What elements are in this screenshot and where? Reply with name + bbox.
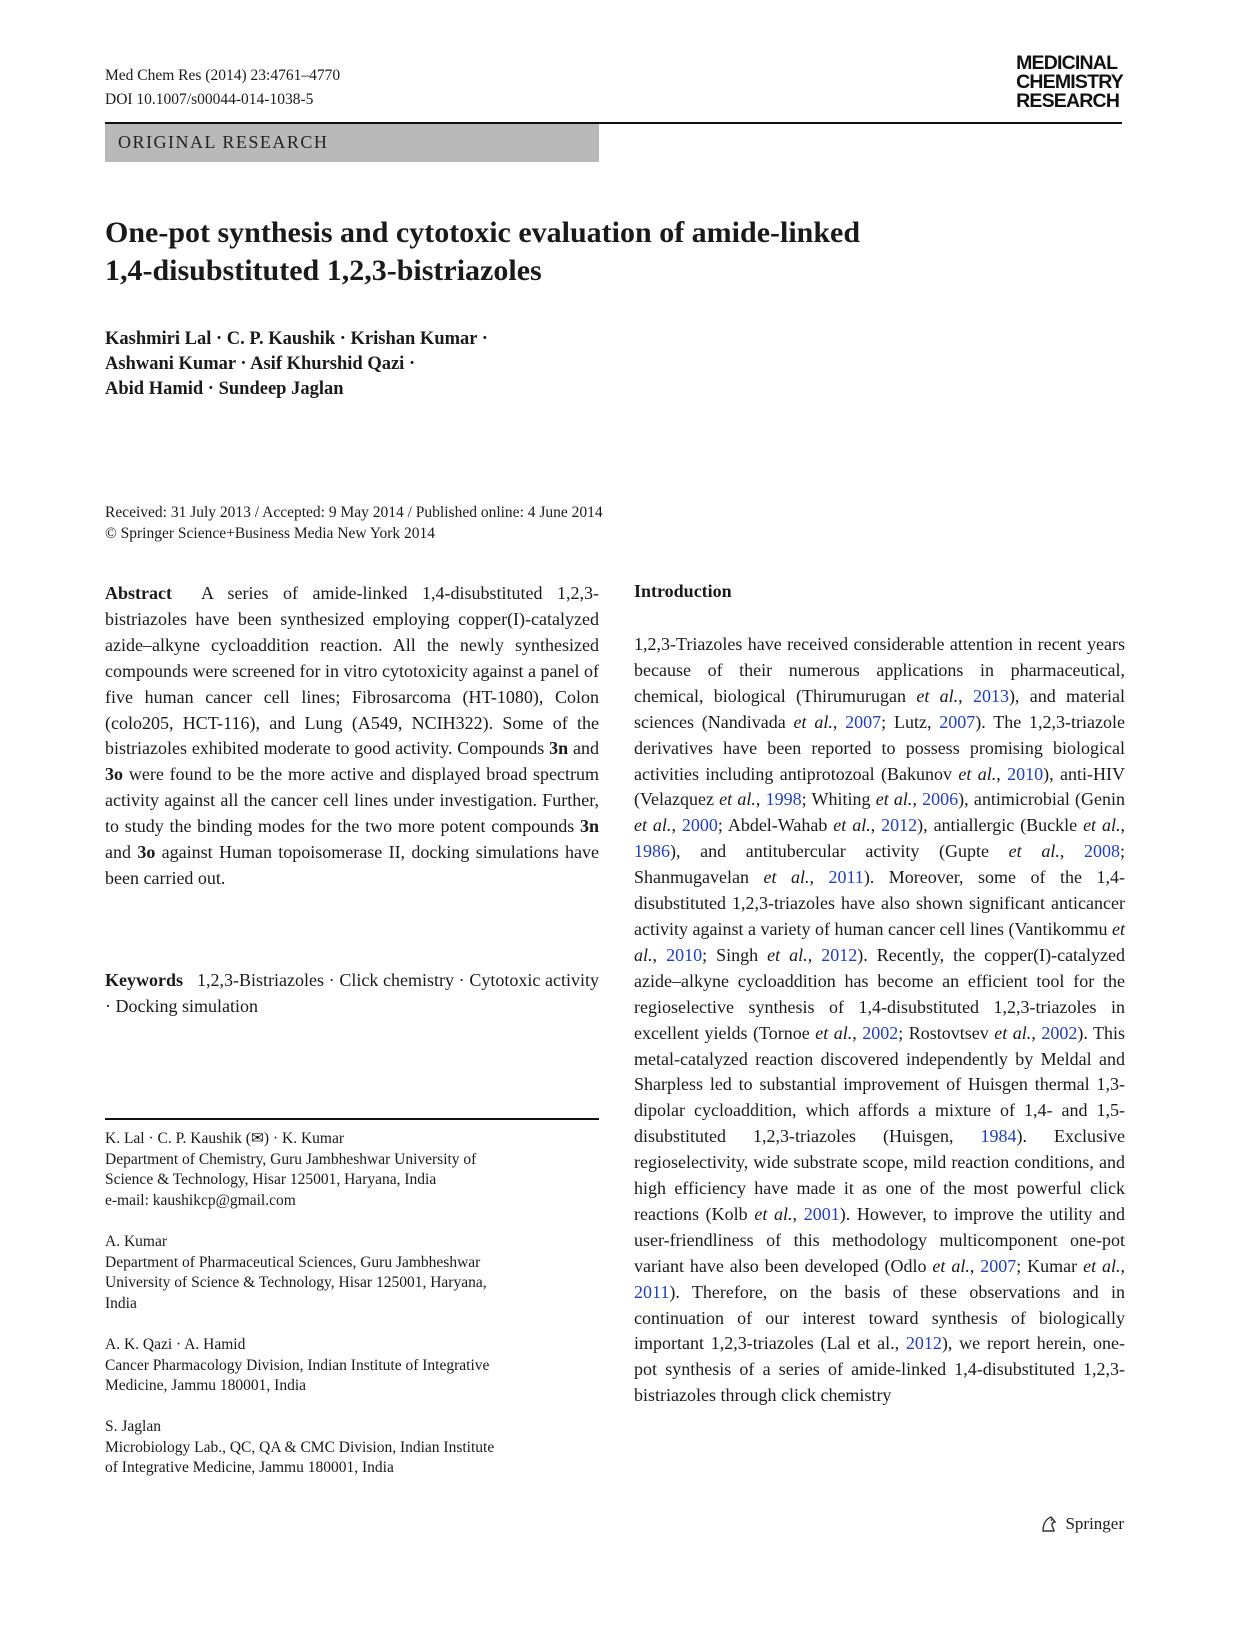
abstract: Abstract A series of amide-linked 1,4-disubstituted 1,2,3-bistriazoles have been synthesized employing copper(I)-catalyzed azide–alkyne cycloaddition reaction. All the newly synthesized compounds were screened for in vitro cytotoxicity against a panel of five human cancer cell lines; Fibrosarcoma (HT-1080), Colon (colo205, HCT-116), and Lung (A549, NCIH322). Some of the bistriazoles exhibited moderate to good activity. Compounds 3n and 3o were found to be the more active and displayed broad spectrum activity against all the cancer cell lines under investigation. Further, to study the binding modes for the two more potent compounds 3n and 3o against Human topoisomerase II, docking simulations have been carried out. (105, 583, 600, 888)
citation-link[interactable]: 2013 (972, 685, 1009, 706)
citation-link[interactable]: 2012 (905, 1333, 942, 1354)
author-list: Kashmiri Lal · C. P. Kaushik · Krishan Kumar · Ashwani Kumar · Asif Khurshid Qazi · Abid Hamid · Sundeep Jaglan (105, 329, 488, 399)
doi: DOI 10.1007/s00044-014-1038-5 (105, 91, 314, 108)
introduction-body: 1,2,3-Triazoles have received considerable attention in recent years because of their numerous applications in pharmaceutical, chemical, biological (Thirumurugan et al., 2013), and material sciences (Nandivada et al., 2007; Lutz, 2007). The 1,2,3-triazole derivatives have been reported to possess promising biological activities including antiprotozoal (Bakunov et al., 2010), anti-HIV (Velazquez et al., 1998; Whiting et al., 2006), antimicrobial (Genin et al., 2000; Abdel-Wahab et al., 2012), antiallergic (Buckle et al., 1986), and antitubercular activity (Gupte et al., 2008; Shanmugavelan et al., 2011). Moreover, some of the 1,4-disubstituted 1,2,3-triazoles have also shown significant anticancer activity against a variety of human cancer cell lines (Vantikommu et al., 2010; Singh et al., 2012). Recently, the copper(I)-catalyzed azide–alkyne cycloaddition has become an efficient tool for the regioselective synthesis of 1,4-disubstituted 1,2,3-triazoles in excellent yields (Tornoe et al., 2002; Rostovtsev et al., 2002). This metal-catalyzed reaction discovered independently by Meldal and Sharpless led to substantial improvement of Huisgen thermal 1,3-dipolar cycloaddition, which affords a mixture of 1,4- and 1,5-disubstituted 1,2,3-triazoles (Huisgen, 1984). Exclusive regioselectivity, wide substrate scope, mild reaction conditions, and high efficiency have made it as one of the most powerful click reactions (Kolb et al., 2001). However, to improve the utility and user-friendliness of this methodology multicomponent one-pot variant have also been developed (Odlo et al., 2007; Kumar et al., 2011). Therefore, on the basis of these observations and in continuation of our interest toward synthesis of biologically important 1,2,3-triazoles (Lal et al., 2012), we report herein, one-pot synthesis of a series of amide-linked 1,4-disubstituted 1,2,3-bistriazoles through click chemistry (634, 634, 1126, 1406)
introduction-heading: Introduction (634, 581, 732, 601)
citation-link[interactable]: 1998 (765, 789, 802, 810)
citation-link[interactable]: 1984 (980, 1126, 1017, 1147)
publisher-name: Springer (1065, 1514, 1124, 1533)
citation-link[interactable]: 2010 (666, 944, 703, 965)
compound-3o: 3o (105, 764, 123, 785)
header-meta (105, 64, 340, 112)
citation-link[interactable]: 2007 (980, 1255, 1017, 1276)
compound-3n: 3n (549, 738, 569, 759)
keywords-heading: Keywords (105, 970, 183, 990)
citation-link[interactable]: 2001 (803, 1203, 840, 1224)
citation-link[interactable]: 2011 (634, 1281, 670, 1302)
citation-link[interactable]: 2007 (939, 711, 976, 732)
article-title: One-pot synthesis and cytotoxic evaluation of amide-linked 1,4-disubstituted 1,2,3-bistriazoles (105, 216, 861, 287)
publication-dates: Received: 31 July 2013 / Accepted: 9 May 2014 / Published online: 4 June 2014 © Springer Science+Business Media New York 2014 (105, 504, 603, 542)
affiliation: A. K. Qazi · A. Hamid Cancer Pharmacology Division, Indian Institute of Integrative Medicine, Jammu 180001, India (105, 1336, 490, 1394)
journal-logo: MEDICINAL CHEMISTRY RESEARCH (1016, 52, 1123, 112)
affiliation: S. Jaglan Microbiology Lab., QC, QA & CMC Division, Indian Institute of Integrative Medicine, Jammu 180001, India (105, 1418, 495, 1476)
citation-link[interactable]: 2002 (1041, 1022, 1078, 1043)
citation: Med Chem Res (2014) 23:4761–4770 (105, 67, 341, 84)
affiliation: K. Lal · C. P. Kaushik (✉) · K. Kumar Department of Chemistry, Guru Jambheshwar University of Science & Technology, Hisar 125001, Haryana, India e-mail: kaushikcp@gmail.com (105, 1129, 599, 1211)
publisher-mark (1039, 1514, 1124, 1534)
springer-horse-icon (1039, 1514, 1059, 1534)
keywords: Keywords 1,2,3-Bistriazoles · Click chemistry · Cytotoxic activity · Docking simulation (105, 970, 600, 1016)
citation-link[interactable]: 2007 (845, 711, 882, 732)
citation-link[interactable]: 2011 (828, 867, 864, 888)
abstract-heading: Abstract (105, 583, 172, 603)
citation-link[interactable]: 2002 (862, 1022, 899, 1043)
citation-link[interactable]: 2012 (881, 815, 918, 836)
section-label: ORIGINAL RESEARCH (118, 132, 329, 152)
citation-link[interactable]: 2006 (922, 789, 959, 810)
citation-link[interactable]: 2008 (1083, 841, 1120, 862)
email-link[interactable]: e-mail: kaushikcp@gmail.com (105, 1191, 296, 1209)
affiliation: A. Kumar Department of Pharmaceutical Sciences, Guru Jambheshwar University of Science & Technology, Hisar 125001, Haryana, India (105, 1233, 487, 1312)
citation-link[interactable]: 2000 (681, 815, 718, 836)
affiliation-rule (105, 1118, 599, 1120)
citation-link[interactable]: 2012 (821, 944, 858, 965)
citation-link[interactable]: 2010 (1007, 763, 1044, 784)
citation-link[interactable]: 1986 (634, 841, 670, 862)
